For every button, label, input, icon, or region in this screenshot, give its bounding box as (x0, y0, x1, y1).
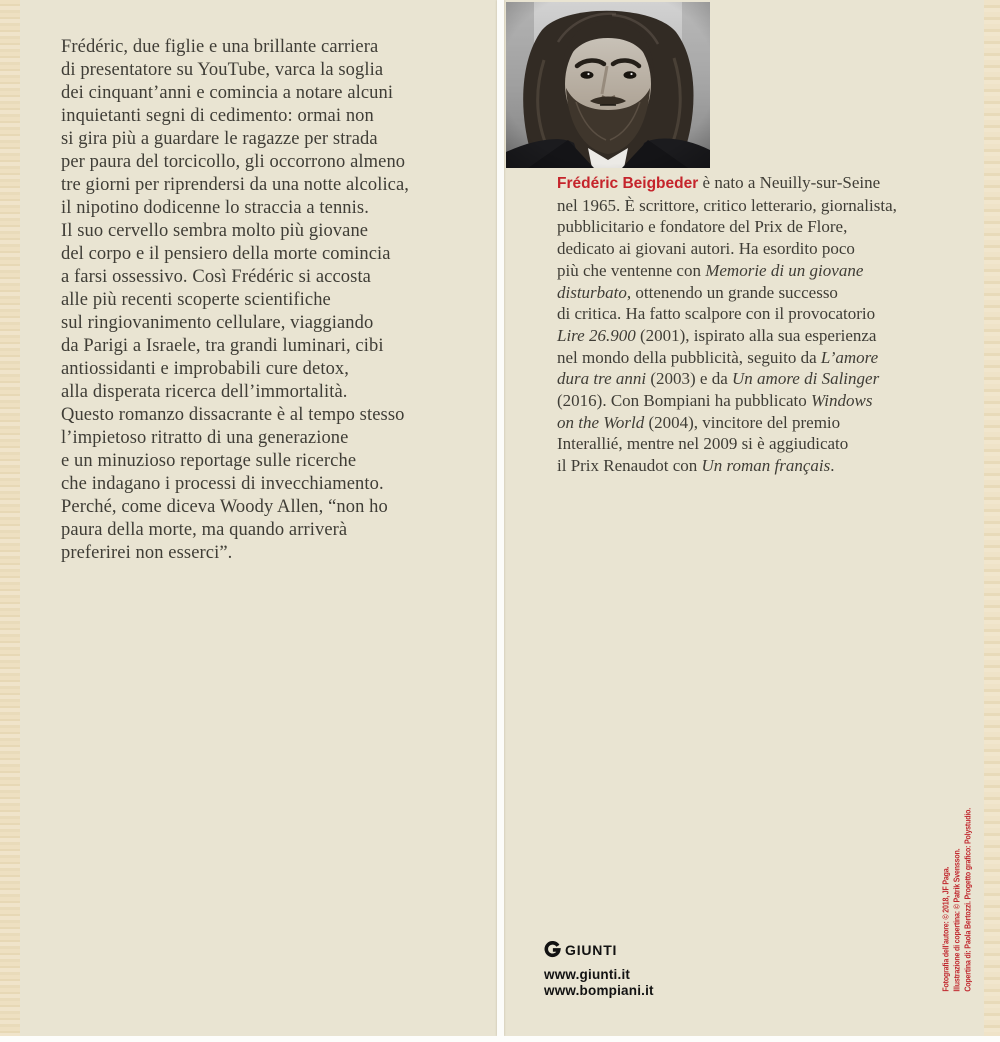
publisher-block (544, 941, 654, 999)
publisher-urls (544, 967, 654, 999)
author-bio: Frédéric Beigbeder è nato a Neuilly-sur-Seine nel 1965. È scrittore, critico letterario, giornalista, pubblicitario e fondatore del Prix de Flore, dedicato ai giovani autori. Ha esordito poco più che ventenne con Memorie di un giovane disturbato, ottenendo un grande successo di critica. Ha fatto scalpore con il provocatorio Lire 26.900 (2001), ispirato alla sua esperienza nel mondo della pubblicità, seguito da L’amore dura tre anni (2003) e da Un amore di Salinger (2016). Con Bompiani ha pubblicato Windows on the World (2004), vincitore del premio Interallié, mentre nel 2009 si è aggiudicato il Prix Renaudot con Un roman français. (557, 173, 897, 476)
author-portrait-illustration (506, 2, 710, 168)
blurb-text: Frédéric, due figlie e una brillante carriera di presentatore su YouTube, varca la soglia dei cinquant’anni e comincia a notare alcuni inquietanti segni di cedimento: ormai non si gira più a guardare le ragazze per strada per paura del torcicollo, gli occorrono almeno tre giorni per riprendersi da una notte alcolica, il nipotino dodicenne lo straccia a tennis. Il suo cervello sembra molto più giovane del corpo e il pensiero della morte comincia a farsi ossessivo. Così Frédéric si accosta alle più recenti scoperte scientifiche sul ringiovanimento cellulare, viaggiando da Parigi a Israele, tra grandi luminari, cibi antiossidanti e improbabili cure detox, alla disperata ricerca dell’immortalità. Questo romanzo dissacrante è al tempo stesso l’impietoso ritratto di una generazione e un minuzioso reportage sulle ricerche che indagano i processi di invecchiamento. Perché, come diceva Woody Allen, “non ho paura della morte, ma quando arriverà preferirei non esserci”. (61, 37, 410, 563)
giunti-url: www.giunti.it (544, 967, 631, 982)
author-photo (506, 2, 710, 168)
spine-fold (497, 0, 504, 1036)
page-edge-left (0, 0, 20, 1036)
page-edge-right (984, 0, 1000, 1036)
giunti-logo-icon (544, 941, 561, 958)
credits-text: Fotografia dell’autore: © 2018, JF Paga. Illustrazione di copertina: © Patrik Svensson. Copertina di: Paola Bertozzi. Progetto grafico: Polystudio. (941, 807, 973, 992)
bompiani-url: www.bompiani.it (544, 983, 654, 998)
page-edge-bottom (0, 1036, 1000, 1042)
giunti-logo-text: GIUNTI (565, 941, 618, 958)
giunti-logo (544, 941, 654, 958)
